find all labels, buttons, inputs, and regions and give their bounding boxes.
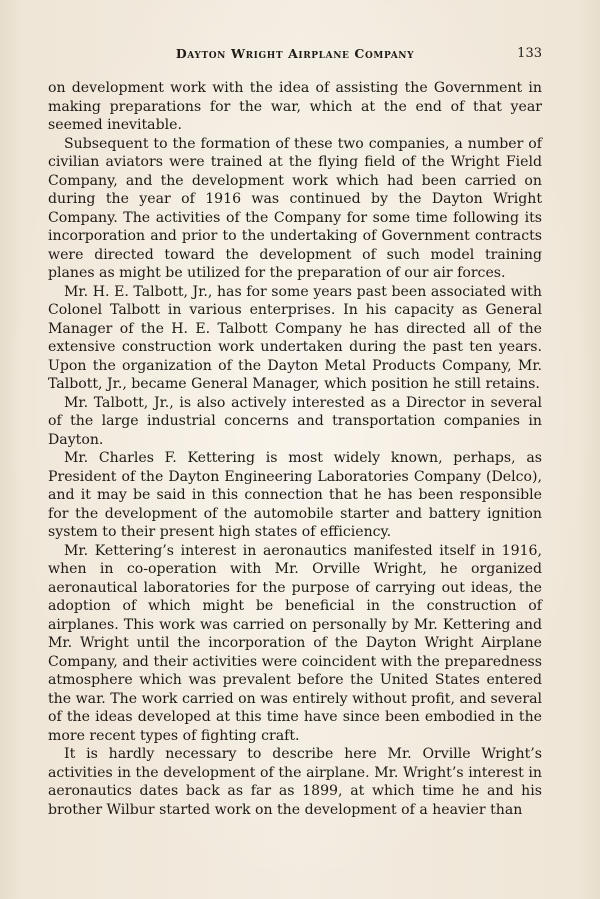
paragraph-talbott-director: Mr. Talbott, Jr., is also actively interested as a Director in several of the large industrial concerns and transportation companies in Dayton. bbox=[48, 394, 542, 448]
paragraph-orville-wright: It is hardly necessary to describe here Mr. Orville Wright’s activities in the development of the airplane. Mr. Wright’s interest in aeronautics dates back as far as 1899, at which time he and his brother Wilbur started work on the development of a heavier than bbox=[48, 746, 542, 818]
running-head bbox=[48, 46, 542, 64]
paragraph-continued: on development work with the idea of assisting the Government in making preparations for the war, which at the end of that year seemed inevitable. bbox=[48, 80, 542, 133]
running-title: Dayton Wright Airplane Company bbox=[175, 46, 415, 61]
paragraph-talbott-jr: Mr. H. E. Talbott, Jr., has for some years past been associated with Colonel Talbott in various enterprises. In his capacity as General Manager of the H. E. Talbott Company he has directed all of the extensive construction work undertaken during the past ten years. Upon the organization of the Dayton Metal Products Company, Mr. Talbott, Jr., became General Manager, which position he still retains. bbox=[48, 283, 542, 392]
body-text bbox=[48, 79, 542, 819]
page-number: 133 bbox=[517, 46, 542, 61]
paragraph-civilian-aviators: Subsequent to the formation of these two companies, a number of civilian aviators were trained at the flying field of the Wright Field Company, and the development work which had been carried on during the year of 1916 was continued by the Dayton Wright Company. The activities of the Company for some time following its incorporation and prior to the undertaking of Government contracts were directed toward the development of such model training planes as might be utilized for the preparation of our air forces. bbox=[48, 135, 542, 281]
paragraph-kettering: Mr. Charles F. Kettering is most widely known, perhaps, as President of the Dayton Engineering Laboratories Company (Delco), and it may be said in this connection that he has been responsible for the development of the automobile starter and battery ignition system to their present high states of efficiency. bbox=[48, 450, 542, 540]
paragraph-kettering-aeronautics: Mr. Kettering’s interest in aeronautics manifested itself in 1916, when in co-operation with Mr. Orville Wright, he organized aeronautical laboratories for the purpose of carrying out ideas, the adoption of which might be beneficial in the construction of airplanes. This work was carried on personally by Mr. Kettering and Mr. Wright until the incorporation of the Dayton Wright Airplane Company, and their activities were coincident with the preparedness atmosphere which was prevalent before the United States entered the war. The work carried on was entirely without profit, and several of the ideas developed at this time have since been embodied in the more recent types of fighting craft. bbox=[48, 542, 542, 744]
